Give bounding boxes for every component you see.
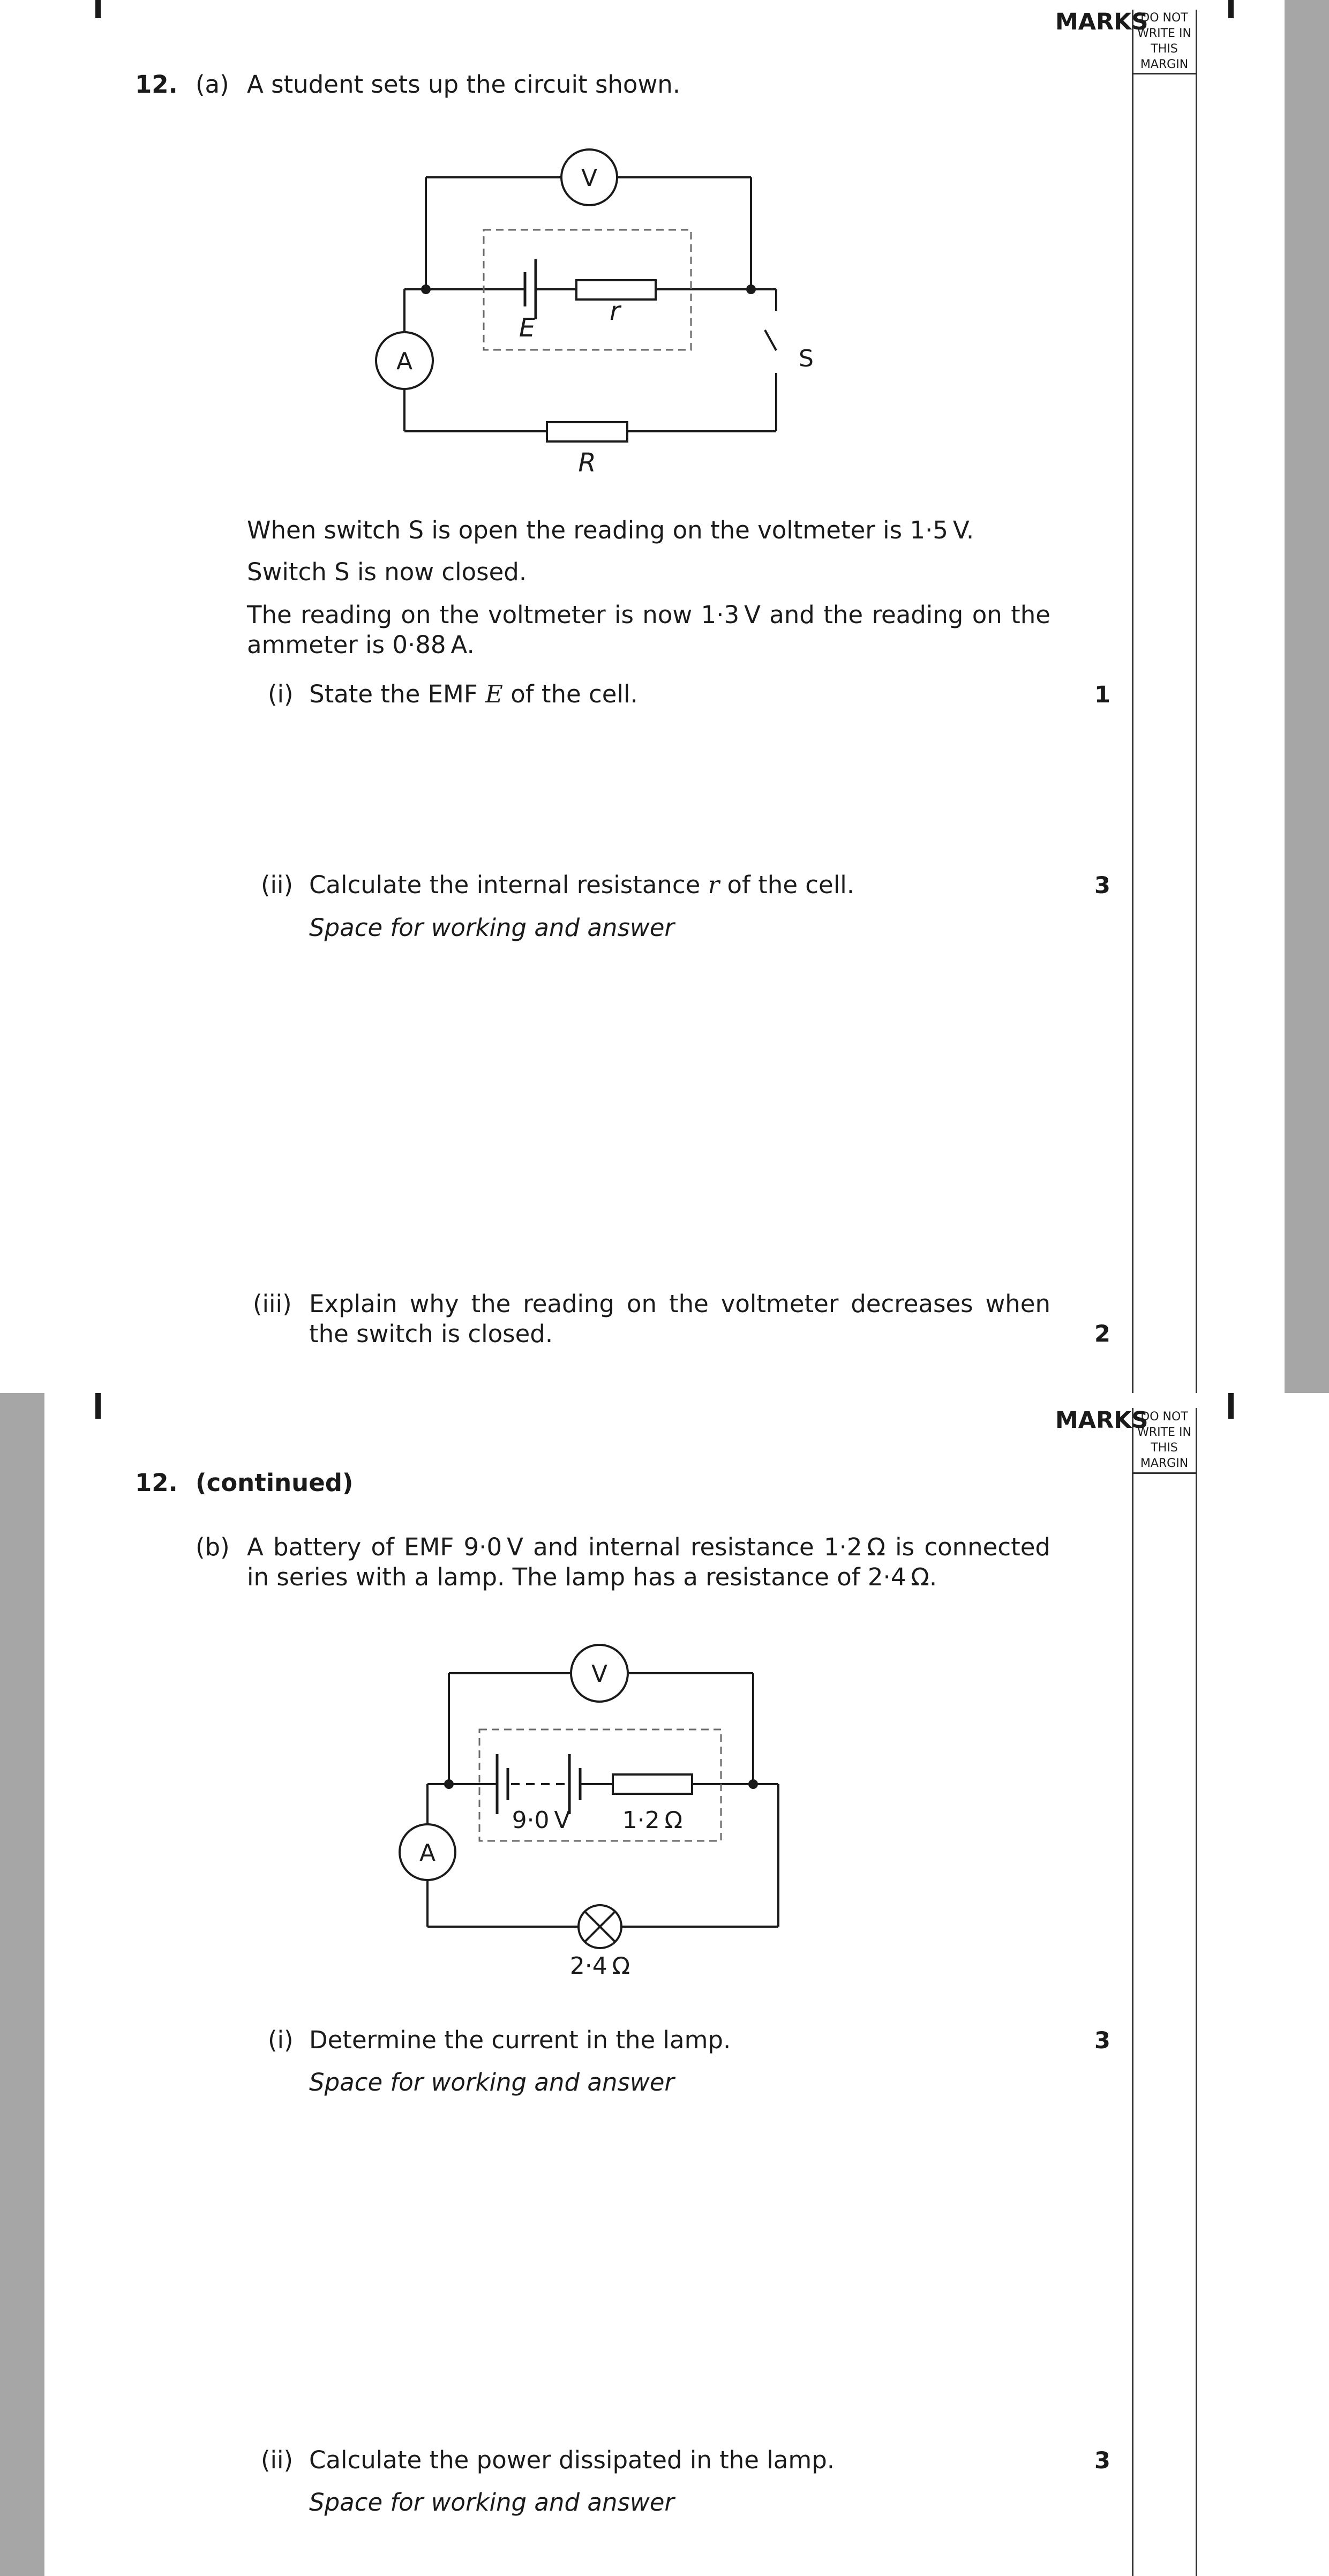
q-a-ii-working-space-label: Space for working and answer (309, 913, 674, 942)
paragraph-switch-closed: Switch S is now closed. (247, 558, 527, 586)
q-b-ii-marks: 3 (1094, 2447, 1110, 2474)
external-resistor-symbol (547, 422, 627, 441)
junction-node-left (421, 284, 431, 294)
junction-node-right (746, 284, 756, 294)
lamp-resistance-label: 2·4 Ω (569, 1952, 630, 1980)
ammeter-label: A (419, 1839, 436, 1867)
internal-resistance-label: r (610, 296, 620, 326)
question-number: 12. (135, 70, 178, 99)
q-a-i-marks: 1 (1094, 682, 1110, 708)
part-a-label: (a) (196, 70, 229, 99)
q-b-i-label: (i) (268, 2026, 294, 2054)
switch-label: S (799, 345, 814, 372)
q-a-ii-text: Calculate the internal resistance r of the cell. (309, 871, 855, 899)
part-b-label: (b) (196, 1533, 230, 1561)
battery-emf-label: 9·0 V (512, 1807, 570, 1834)
voltmeter-label: V (581, 164, 598, 192)
external-resistance-label: R (578, 448, 596, 478)
page-2 (0, 1393, 1329, 2576)
margin-line-left (1132, 1408, 1133, 2576)
q-a-ii-label: (ii) (261, 871, 294, 899)
junction-node-left (444, 1779, 454, 1789)
crop-mark-left (95, 1393, 101, 1419)
q-b-i-text: Determine the current in the lamp. (309, 2026, 731, 2054)
q-b-ii-working-space-label: Space for working and answer (309, 2488, 674, 2517)
q-a-i-text: State the EMF E of the cell. (309, 680, 638, 708)
continued-label: (continued) (196, 1469, 354, 1497)
q-a-iii-text: Explain why the reading on the voltmeter decreases when the switch is closed. (309, 1290, 1050, 1348)
margin-line-right (1196, 10, 1197, 1393)
ammeter-label: A (396, 348, 413, 375)
voltmeter-label: V (591, 1660, 608, 1688)
paragraph-readings: The reading on the voltmeter is now 1·3 V and the reading on the ammeter is 0·88 A. (247, 601, 1050, 659)
marks-header: MARKS (1055, 9, 1148, 35)
crop-mark-left (95, 0, 101, 18)
internal-resistance-label: 1·2 Ω (622, 1807, 683, 1834)
q-b-i-marks: 3 (1094, 2027, 1110, 2054)
page-edge-strip (0, 1393, 44, 2576)
emf-label: E (519, 313, 536, 343)
crop-mark-right (1228, 1393, 1234, 1419)
margin-box-rule (1132, 1472, 1197, 1474)
margin-note: DO NOT WRITE IN THIS MARGIN (1137, 11, 1191, 71)
paragraph-switch-open: When switch S is open the reading on the voltmeter is 1·5 V. (247, 516, 974, 544)
part-a-intro: A student sets up the circuit shown. (247, 70, 681, 99)
margin-line-left (1132, 10, 1133, 1393)
q-a-i-label: (i) (268, 680, 294, 708)
q-b-i-working-space-label: Space for working and answer (309, 2068, 674, 2096)
internal-resistor-symbol (613, 1774, 692, 1794)
marks-header: MARKS (1055, 1407, 1148, 1434)
switch-arm (765, 330, 776, 350)
junction-node-right (748, 1779, 758, 1789)
q-a-ii-marks: 3 (1094, 872, 1110, 899)
q-a-iii-marks: 2 (1094, 1321, 1110, 1347)
part-b-intro: A battery of EMF 9·0 V and internal resistance 1·2 Ω is connected in series with a lamp. The lamp has a resistance of 2·4 Ω. (247, 1533, 1050, 1591)
circuit-diagram-b (375, 1629, 825, 1982)
crop-mark-right (1228, 0, 1234, 18)
margin-line-right (1196, 1408, 1197, 2576)
margin-note: DO NOT WRITE IN THIS MARGIN (1137, 1410, 1191, 1470)
page-edge-strip (1285, 0, 1329, 1393)
circuit-diagram-a (354, 134, 857, 488)
q-a-iii-label: (iii) (253, 1290, 292, 1318)
question-number: 12. (135, 1469, 178, 1497)
q-b-ii-text: Calculate the power dissipated in the lamp. (309, 2446, 835, 2474)
q-b-ii-label: (ii) (261, 2446, 294, 2474)
margin-box-rule (1132, 73, 1197, 74)
